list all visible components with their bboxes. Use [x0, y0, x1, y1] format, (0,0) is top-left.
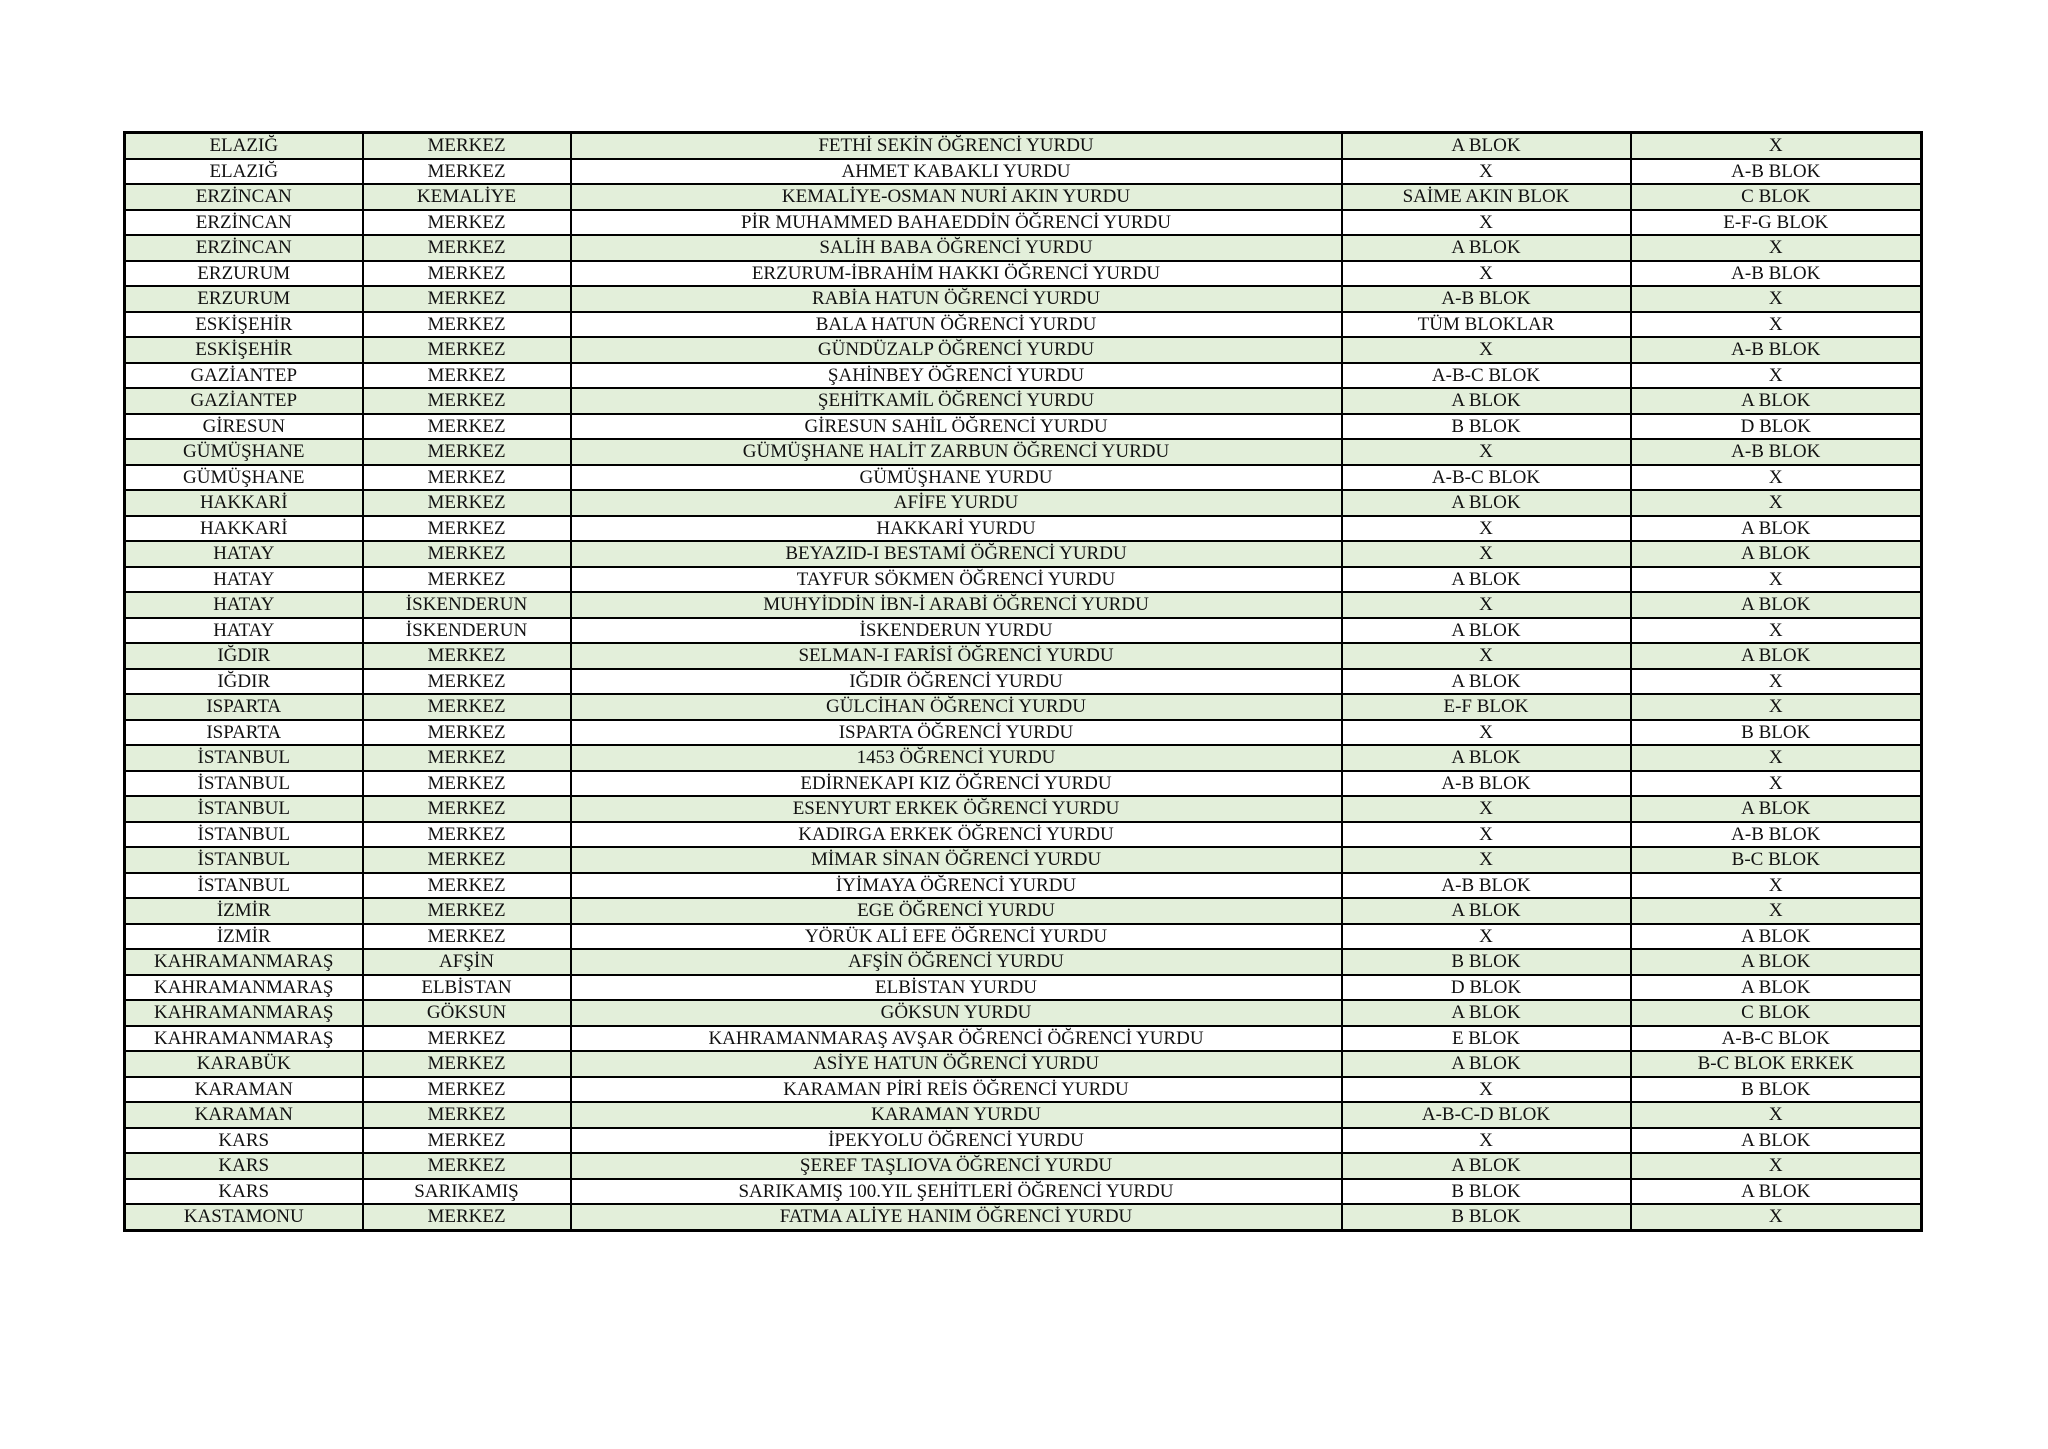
dormitory-name-cell: SARIKAMIŞ 100.YIL ŞEHİTLERİ ÖĞRENCİ YURDU	[571, 1179, 1342, 1205]
table-row	[125, 261, 1922, 287]
female-block-cell: X	[1342, 210, 1631, 236]
dormitory-name-cell: AHMET KABAKLI YURDU	[571, 159, 1342, 185]
province-cell: ESKİŞEHİR	[125, 337, 363, 363]
male-block-cell: X	[1631, 235, 1922, 261]
district-cell: MERKEZ	[363, 490, 571, 516]
province-cell: KARAMAN	[125, 1077, 363, 1103]
district-cell: MERKEZ	[363, 388, 571, 414]
female-block-cell: B BLOK	[1342, 1204, 1631, 1230]
province-cell: ERZURUM	[125, 261, 363, 287]
male-block-cell: X	[1631, 1102, 1922, 1128]
female-block-cell: A BLOK	[1342, 669, 1631, 695]
province-cell: KAHRAMANMARAŞ	[125, 949, 363, 975]
table-row	[125, 1179, 1922, 1205]
dormitory-name-cell: HAKKARİ YURDU	[571, 516, 1342, 542]
female-block-cell: X	[1342, 439, 1631, 465]
female-block-cell: A-B BLOK	[1342, 771, 1631, 797]
dormitory-name-cell: İPEKYOLU ÖĞRENCİ YURDU	[571, 1128, 1342, 1154]
male-block-cell: A BLOK	[1631, 975, 1922, 1001]
female-block-cell: D BLOK	[1342, 975, 1631, 1001]
female-block-cell: X	[1342, 643, 1631, 669]
female-block-cell: X	[1342, 720, 1631, 746]
table-row	[125, 745, 1922, 771]
dormitory-name-cell: GÖKSUN YURDU	[571, 1000, 1342, 1026]
dormitory-name-cell: GİRESUN SAHİL ÖĞRENCİ YURDU	[571, 414, 1342, 440]
female-block-cell: A BLOK	[1342, 898, 1631, 924]
male-block-cell: E-F-G BLOK	[1631, 210, 1922, 236]
table-row	[125, 184, 1922, 210]
district-cell: SARIKAMIŞ	[363, 1179, 571, 1205]
district-cell: MERKEZ	[363, 796, 571, 822]
male-block-cell: A-B BLOK	[1631, 159, 1922, 185]
district-cell: MERKEZ	[363, 1153, 571, 1179]
female-block-cell: A BLOK	[1342, 1051, 1631, 1077]
dormitory-name-cell: ASİYE HATUN ÖĞRENCİ YURDU	[571, 1051, 1342, 1077]
male-block-cell: A BLOK	[1631, 541, 1922, 567]
district-cell: MERKEZ	[363, 847, 571, 873]
table-row	[125, 873, 1922, 899]
province-cell: GÜMÜŞHANE	[125, 439, 363, 465]
table-row	[125, 541, 1922, 567]
district-cell: MERKEZ	[363, 898, 571, 924]
male-block-cell: X	[1631, 694, 1922, 720]
dormitory-name-cell: PİR MUHAMMED BAHAEDDİN ÖĞRENCİ YURDU	[571, 210, 1342, 236]
male-block-cell: X	[1631, 898, 1922, 924]
female-block-cell: A BLOK	[1342, 745, 1631, 771]
province-cell: ERZİNCAN	[125, 184, 363, 210]
dormitory-name-cell: ŞEHİTKAMİL ÖĞRENCİ YURDU	[571, 388, 1342, 414]
dormitory-name-cell: KEMALİYE-OSMAN NURİ AKIN YURDU	[571, 184, 1342, 210]
male-block-cell: X	[1631, 567, 1922, 593]
table-row	[125, 312, 1922, 338]
male-block-cell: X	[1631, 618, 1922, 644]
female-block-cell: X	[1342, 924, 1631, 950]
dormitory-name-cell: EGE ÖĞRENCİ YURDU	[571, 898, 1342, 924]
female-block-cell: B BLOK	[1342, 949, 1631, 975]
table-row	[125, 924, 1922, 950]
district-cell: MERKEZ	[363, 720, 571, 746]
female-block-cell: A BLOK	[1342, 1000, 1631, 1026]
dormitory-name-cell: KADIRGA ERKEK ÖĞRENCİ YURDU	[571, 822, 1342, 848]
female-block-cell: A BLOK	[1342, 567, 1631, 593]
province-cell: İSTANBUL	[125, 745, 363, 771]
female-block-cell: A-B-C BLOK	[1342, 363, 1631, 389]
district-cell: MERKEZ	[363, 745, 571, 771]
male-block-cell: A BLOK	[1631, 592, 1922, 618]
male-block-cell: A BLOK	[1631, 516, 1922, 542]
male-block-cell: B BLOK	[1631, 1077, 1922, 1103]
male-block-cell: X	[1631, 286, 1922, 312]
female-block-cell: X	[1342, 516, 1631, 542]
male-block-cell: A BLOK	[1631, 796, 1922, 822]
dormitory-name-cell: 1453 ÖĞRENCİ YURDU	[571, 745, 1342, 771]
dormitory-name-cell: FATMA ALİYE HANIM ÖĞRENCİ YURDU	[571, 1204, 1342, 1230]
male-block-cell: X	[1631, 1204, 1922, 1230]
province-cell: ERZİNCAN	[125, 210, 363, 236]
male-block-cell: C BLOK	[1631, 1000, 1922, 1026]
district-cell: MERKEZ	[363, 286, 571, 312]
female-block-cell: X	[1342, 541, 1631, 567]
province-cell: HATAY	[125, 541, 363, 567]
male-block-cell: X	[1631, 873, 1922, 899]
province-cell: İZMİR	[125, 924, 363, 950]
female-block-cell: A BLOK	[1342, 235, 1631, 261]
district-cell: MERKEZ	[363, 873, 571, 899]
table-row	[125, 388, 1922, 414]
dormitory-name-cell: RABİA HATUN ÖĞRENCİ YURDU	[571, 286, 1342, 312]
female-block-cell: X	[1342, 592, 1631, 618]
table-row	[125, 567, 1922, 593]
province-cell: KAHRAMANMARAŞ	[125, 1000, 363, 1026]
male-block-cell: X	[1631, 669, 1922, 695]
province-cell: GAZİANTEP	[125, 363, 363, 389]
province-cell: ESKİŞEHİR	[125, 312, 363, 338]
table-row	[125, 363, 1922, 389]
dormitory-name-cell: BEYAZID-I BESTAMİ ÖĞRENCİ YURDU	[571, 541, 1342, 567]
female-block-cell: A-B BLOK	[1342, 286, 1631, 312]
province-cell: KARS	[125, 1153, 363, 1179]
province-cell: HATAY	[125, 592, 363, 618]
male-block-cell: X	[1631, 490, 1922, 516]
district-cell: MERKEZ	[363, 363, 571, 389]
table-row	[125, 235, 1922, 261]
province-cell: HAKKARİ	[125, 516, 363, 542]
male-block-cell: X	[1631, 312, 1922, 338]
province-cell: İSTANBUL	[125, 822, 363, 848]
province-cell: İSTANBUL	[125, 771, 363, 797]
dormitory-name-cell: AFİFE YURDU	[571, 490, 1342, 516]
dormitory-name-cell: ŞAHİNBEY ÖĞRENCİ YURDU	[571, 363, 1342, 389]
table-row	[125, 210, 1922, 236]
province-cell: ERZİNCAN	[125, 235, 363, 261]
female-block-cell: E-F BLOK	[1342, 694, 1631, 720]
table-row	[125, 822, 1922, 848]
table-row	[125, 643, 1922, 669]
district-cell: MERKEZ	[363, 439, 571, 465]
table-row	[125, 1000, 1922, 1026]
table-row	[125, 592, 1922, 618]
province-cell: GİRESUN	[125, 414, 363, 440]
province-cell: HAKKARİ	[125, 490, 363, 516]
dormitory-table-body	[125, 133, 1922, 1231]
table-row	[125, 720, 1922, 746]
table-row	[125, 159, 1922, 185]
female-block-cell: B BLOK	[1342, 414, 1631, 440]
district-cell: MERKEZ	[363, 567, 571, 593]
dormitory-name-cell: BALA HATUN ÖĞRENCİ YURDU	[571, 312, 1342, 338]
district-cell: MERKEZ	[363, 1051, 571, 1077]
district-cell: MERKEZ	[363, 1128, 571, 1154]
district-cell: GÖKSUN	[363, 1000, 571, 1026]
dormitory-name-cell: GÜNDÜZALP ÖĞRENCİ YURDU	[571, 337, 1342, 363]
district-cell: MERKEZ	[363, 694, 571, 720]
province-cell: KARAMAN	[125, 1102, 363, 1128]
dormitory-name-cell: IĞDIR ÖĞRENCİ YURDU	[571, 669, 1342, 695]
table-row	[125, 1077, 1922, 1103]
male-block-cell: X	[1631, 1153, 1922, 1179]
male-block-cell: A-B-C BLOK	[1631, 1026, 1922, 1052]
dormitory-name-cell: ISPARTA ÖĞRENCİ YURDU	[571, 720, 1342, 746]
district-cell: MERKEZ	[363, 924, 571, 950]
dormitory-name-cell: EDİRNEKAPI KIZ ÖĞRENCİ YURDU	[571, 771, 1342, 797]
female-block-cell: SAİME AKIN BLOK	[1342, 184, 1631, 210]
male-block-cell: X	[1631, 771, 1922, 797]
district-cell: MERKEZ	[363, 414, 571, 440]
table-row	[125, 1204, 1922, 1230]
district-cell: AFŞİN	[363, 949, 571, 975]
dormitory-name-cell: ELBİSTAN YURDU	[571, 975, 1342, 1001]
table-row	[125, 694, 1922, 720]
female-block-cell: A BLOK	[1342, 388, 1631, 414]
table-row	[125, 465, 1922, 491]
dormitory-name-cell: İYİMAYA ÖĞRENCİ YURDU	[571, 873, 1342, 899]
dormitory-name-cell: AFŞİN ÖĞRENCİ YURDU	[571, 949, 1342, 975]
male-block-cell: D BLOK	[1631, 414, 1922, 440]
male-block-cell: A-B BLOK	[1631, 261, 1922, 287]
female-block-cell: A BLOK	[1342, 490, 1631, 516]
female-block-cell: A BLOK	[1342, 133, 1631, 159]
female-block-cell: X	[1342, 261, 1631, 287]
male-block-cell: B-C BLOK	[1631, 847, 1922, 873]
female-block-cell: A-B-C BLOK	[1342, 465, 1631, 491]
district-cell: MERKEZ	[363, 210, 571, 236]
province-cell: KAHRAMANMARAŞ	[125, 975, 363, 1001]
table-row	[125, 1026, 1922, 1052]
district-cell: MERKEZ	[363, 337, 571, 363]
female-block-cell: A BLOK	[1342, 1153, 1631, 1179]
province-cell: KAHRAMANMARAŞ	[125, 1026, 363, 1052]
female-block-cell: A BLOK	[1342, 618, 1631, 644]
province-cell: ISPARTA	[125, 694, 363, 720]
district-cell: MERKEZ	[363, 1026, 571, 1052]
district-cell: MERKEZ	[363, 1102, 571, 1128]
male-block-cell: A BLOK	[1631, 924, 1922, 950]
table-row	[125, 516, 1922, 542]
district-cell: MERKEZ	[363, 822, 571, 848]
dormitory-name-cell: KARAMAN PİRİ REİS ÖĞRENCİ YURDU	[571, 1077, 1342, 1103]
district-cell: İSKENDERUN	[363, 592, 571, 618]
male-block-cell: A-B BLOK	[1631, 822, 1922, 848]
district-cell: MERKEZ	[363, 771, 571, 797]
table-row	[125, 618, 1922, 644]
table-row	[125, 847, 1922, 873]
table-row	[125, 771, 1922, 797]
female-block-cell: X	[1342, 1077, 1631, 1103]
dormitory-name-cell: ESENYURT ERKEK ÖĞRENCİ YURDU	[571, 796, 1342, 822]
table-row	[125, 975, 1922, 1001]
province-cell: KARS	[125, 1179, 363, 1205]
table-row	[125, 949, 1922, 975]
table-row	[125, 439, 1922, 465]
province-cell: İSTANBUL	[125, 873, 363, 899]
female-block-cell: TÜM BLOKLAR	[1342, 312, 1631, 338]
district-cell: MERKEZ	[363, 235, 571, 261]
female-block-cell: X	[1342, 847, 1631, 873]
dormitory-name-cell: KAHRAMANMARAŞ AVŞAR ÖĞRENCİ ÖĞRENCİ YURDU	[571, 1026, 1342, 1052]
male-block-cell: B BLOK	[1631, 720, 1922, 746]
district-cell: MERKEZ	[363, 1204, 571, 1230]
dormitory-name-cell: ERZURUM-İBRAHİM HAKKI ÖĞRENCİ YURDU	[571, 261, 1342, 287]
dormitory-name-cell: YÖRÜK ALİ EFE ÖĞRENCİ YURDU	[571, 924, 1342, 950]
dormitory-name-cell: İSKENDERUN YURDU	[571, 618, 1342, 644]
dormitory-name-cell: SALİH BABA ÖĞRENCİ YURDU	[571, 235, 1342, 261]
province-cell: İZMİR	[125, 898, 363, 924]
province-cell: ELAZIĞ	[125, 133, 363, 159]
male-block-cell: A BLOK	[1631, 1128, 1922, 1154]
table-row	[125, 1102, 1922, 1128]
male-block-cell: A-B BLOK	[1631, 439, 1922, 465]
district-cell: MERKEZ	[363, 312, 571, 338]
table-row	[125, 337, 1922, 363]
male-block-cell: A BLOK	[1631, 388, 1922, 414]
male-block-cell: X	[1631, 745, 1922, 771]
district-cell: MERKEZ	[363, 516, 571, 542]
dormitory-name-cell: GÜLCİHAN ÖĞRENCİ YURDU	[571, 694, 1342, 720]
male-block-cell: X	[1631, 133, 1922, 159]
table-row	[125, 133, 1922, 159]
male-block-cell: A BLOK	[1631, 1179, 1922, 1205]
female-block-cell: X	[1342, 159, 1631, 185]
male-block-cell: X	[1631, 363, 1922, 389]
province-cell: HATAY	[125, 567, 363, 593]
female-block-cell: E BLOK	[1342, 1026, 1631, 1052]
female-block-cell: X	[1342, 822, 1631, 848]
table-row	[125, 898, 1922, 924]
male-block-cell: C BLOK	[1631, 184, 1922, 210]
dormitory-name-cell: MİMAR SİNAN ÖĞRENCİ YURDU	[571, 847, 1342, 873]
table-row	[125, 1153, 1922, 1179]
male-block-cell: A BLOK	[1631, 949, 1922, 975]
district-cell: MERKEZ	[363, 541, 571, 567]
table-row	[125, 669, 1922, 695]
province-cell: IĞDIR	[125, 643, 363, 669]
district-cell: KEMALİYE	[363, 184, 571, 210]
province-cell: GÜMÜŞHANE	[125, 465, 363, 491]
table-row	[125, 1128, 1922, 1154]
province-cell: ERZURUM	[125, 286, 363, 312]
female-block-cell: X	[1342, 1128, 1631, 1154]
female-block-cell: A-B-C-D BLOK	[1342, 1102, 1631, 1128]
table-row	[125, 1051, 1922, 1077]
province-cell: ISPARTA	[125, 720, 363, 746]
dormitory-name-cell: GÜMÜŞHANE YURDU	[571, 465, 1342, 491]
district-cell: MERKEZ	[363, 465, 571, 491]
female-block-cell: B BLOK	[1342, 1179, 1631, 1205]
female-block-cell: A-B BLOK	[1342, 873, 1631, 899]
province-cell: İSTANBUL	[125, 796, 363, 822]
dormitory-name-cell: KARAMAN YURDU	[571, 1102, 1342, 1128]
province-cell: İSTANBUL	[125, 847, 363, 873]
province-cell: KARABÜK	[125, 1051, 363, 1077]
table-row	[125, 286, 1922, 312]
male-block-cell: X	[1631, 465, 1922, 491]
dormitory-table	[123, 131, 1923, 1232]
district-cell: MERKEZ	[363, 159, 571, 185]
male-block-cell: A-B BLOK	[1631, 337, 1922, 363]
dormitory-name-cell: GÜMÜŞHANE HALİT ZARBUN ÖĞRENCİ YURDU	[571, 439, 1342, 465]
table-row	[125, 796, 1922, 822]
province-cell: KARS	[125, 1128, 363, 1154]
district-cell: MERKEZ	[363, 133, 571, 159]
table-row	[125, 490, 1922, 516]
table-row	[125, 414, 1922, 440]
province-cell: GAZİANTEP	[125, 388, 363, 414]
province-cell: ELAZIĞ	[125, 159, 363, 185]
male-block-cell: A BLOK	[1631, 643, 1922, 669]
dormitory-name-cell: MUHYİDDİN İBN-İ ARABİ ÖĞRENCİ YURDU	[571, 592, 1342, 618]
district-cell: İSKENDERUN	[363, 618, 571, 644]
district-cell: MERKEZ	[363, 1077, 571, 1103]
female-block-cell: X	[1342, 337, 1631, 363]
province-cell: IĞDIR	[125, 669, 363, 695]
dormitory-name-cell: SELMAN-I FARİSİ ÖĞRENCİ YURDU	[571, 643, 1342, 669]
female-block-cell: X	[1342, 796, 1631, 822]
male-block-cell: B-C BLOK ERKEK	[1631, 1051, 1922, 1077]
district-cell: ELBİSTAN	[363, 975, 571, 1001]
district-cell: MERKEZ	[363, 669, 571, 695]
province-cell: KASTAMONU	[125, 1204, 363, 1230]
province-cell: HATAY	[125, 618, 363, 644]
district-cell: MERKEZ	[363, 643, 571, 669]
dormitory-name-cell: FETHİ SEKİN ÖĞRENCİ YURDU	[571, 133, 1342, 159]
district-cell: MERKEZ	[363, 261, 571, 287]
dormitory-name-cell: ŞEREF TAŞLIOVA ÖĞRENCİ YURDU	[571, 1153, 1342, 1179]
dormitory-name-cell: TAYFUR SÖKMEN ÖĞRENCİ YURDU	[571, 567, 1342, 593]
